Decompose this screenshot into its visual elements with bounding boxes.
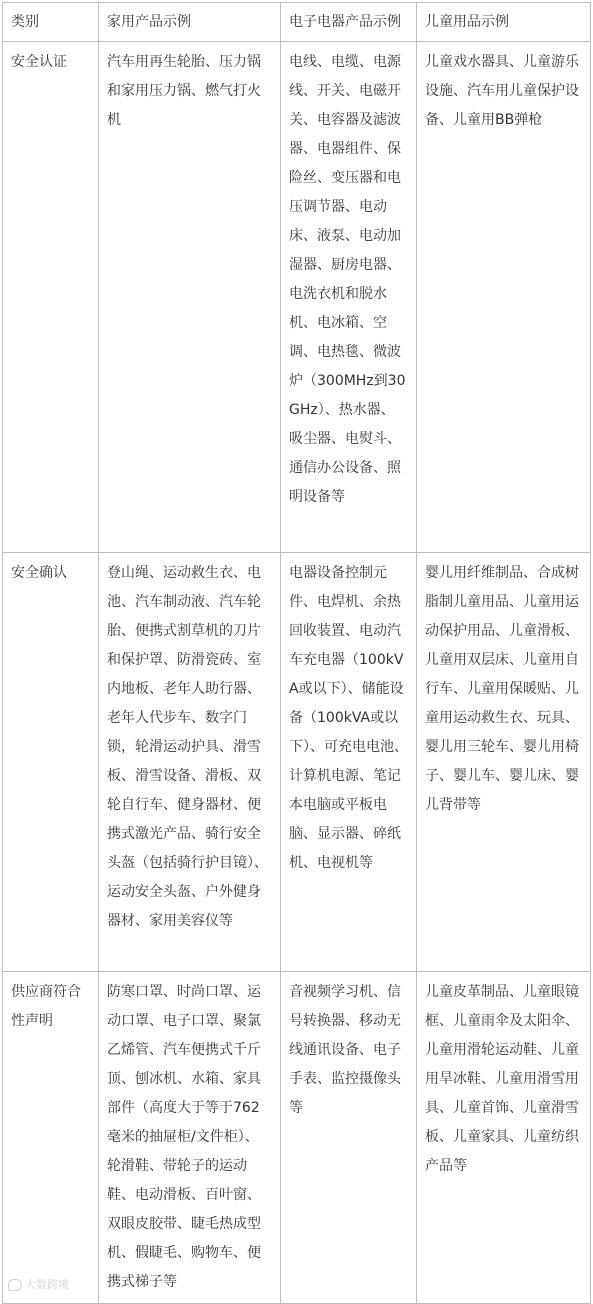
table-row xyxy=(3,972,591,1304)
chat-bubble-icon xyxy=(8,1279,22,1291)
household-examples-cell: 登山绳、运动救生衣、电池、汽车制动液、汽车轮胎、便携式割草机的刀片和保护罩、防滑瓷砖、室内地板、老年人助行器、老年人代步车、数字门锁，轮滑运动护具、滑雪板、滑雪设备、滑板、双轮自行车、健身器材、便携式激光产品、骑行安全头盔（包括骑行护目镜）、运动安全头盔、户外健身器材、家用美容仪等 xyxy=(99,553,281,972)
header-electronics: 电子电器产品示例 xyxy=(281,3,417,42)
electronics-examples-cell: 音视频学习机、信号转换器、移动无线通讯设备、电子手表、监控摄像头等 xyxy=(281,972,417,1304)
table-header-row xyxy=(3,3,591,42)
children-examples-cell: 婴儿用纤维制品、合成树脂制儿童用品、儿童用运动保护用品、儿童滑板、儿童用双层床、儿童用自行车、儿童用保暖贴、儿童用运动救生衣、玩具、婴儿用三轮车、婴儿用椅子、婴儿车、婴儿床、婴儿背带等 xyxy=(417,553,591,972)
row-category-cell: 安全认证 xyxy=(3,42,99,553)
watermark xyxy=(8,1278,69,1292)
electronics-examples-cell: 电器设备控制元件、电焊机、余热回收装置、电动汽车充电器（100kVA或以下）、储能设备（100kVA或以下）、可充电电池、计算机电源、笔记本电脑或平板电脑、显示器、碎纸机、电视机等 xyxy=(281,553,417,972)
row-category-cell: 安全确认 xyxy=(3,553,99,972)
header-category: 类别 xyxy=(3,3,99,42)
table-row xyxy=(3,553,591,972)
header-household: 家用产品示例 xyxy=(99,3,281,42)
header-children: 儿童用品示例 xyxy=(417,3,591,42)
watermark-text: 大数跨境 xyxy=(25,1278,69,1291)
children-examples-cell: 儿童皮革制品、儿童眼镜框、儿童雨伞及太阳伞、儿童用滑轮运动鞋、儿童用旱冰鞋、儿童用滑雪用具、儿童首饰、儿童滑雪板、儿童家具、儿童纺织产品等 xyxy=(417,972,591,1304)
household-examples-cell: 防寒口罩、时尚口罩、运动口罩、电子口罩、聚氯乙烯管、汽车便携式千斤顶、刨冰机、水箱、家具部件（高度大于等于762毫米的抽屉柜/文件柜）、轮滑鞋、带轮子的运动鞋、电动滑板、百叶窗、双眼皮胶带、睫毛热成型机、假睫毛、购物车、便携式梯子等 xyxy=(99,972,281,1304)
row-category-cell: 供应商符合性声明 xyxy=(3,972,99,1304)
table-row xyxy=(3,42,591,553)
household-examples-cell: 汽车用再生轮胎、压力锅和家用压力锅、燃气打火机 xyxy=(99,42,281,553)
children-examples-cell: 儿童戏水器具、儿童游乐设施、汽车用儿童保护设备、儿童用BB弹枪 xyxy=(417,42,591,553)
product-category-table xyxy=(2,2,591,1304)
electronics-examples-cell: 电线、电缆、电源线、开关、电磁开关、电容器及滤波器、电器组件、保险丝、变压器和电压调节器、电动床、液泵、电动加湿器、厨房电器、电洗衣机和脱水机、电冰箱、空调、电热毯、微波炉（300MHz到30GHz）、热水器、吸尘器、电熨斗、通信办公设备、照明设备等 xyxy=(281,42,417,553)
